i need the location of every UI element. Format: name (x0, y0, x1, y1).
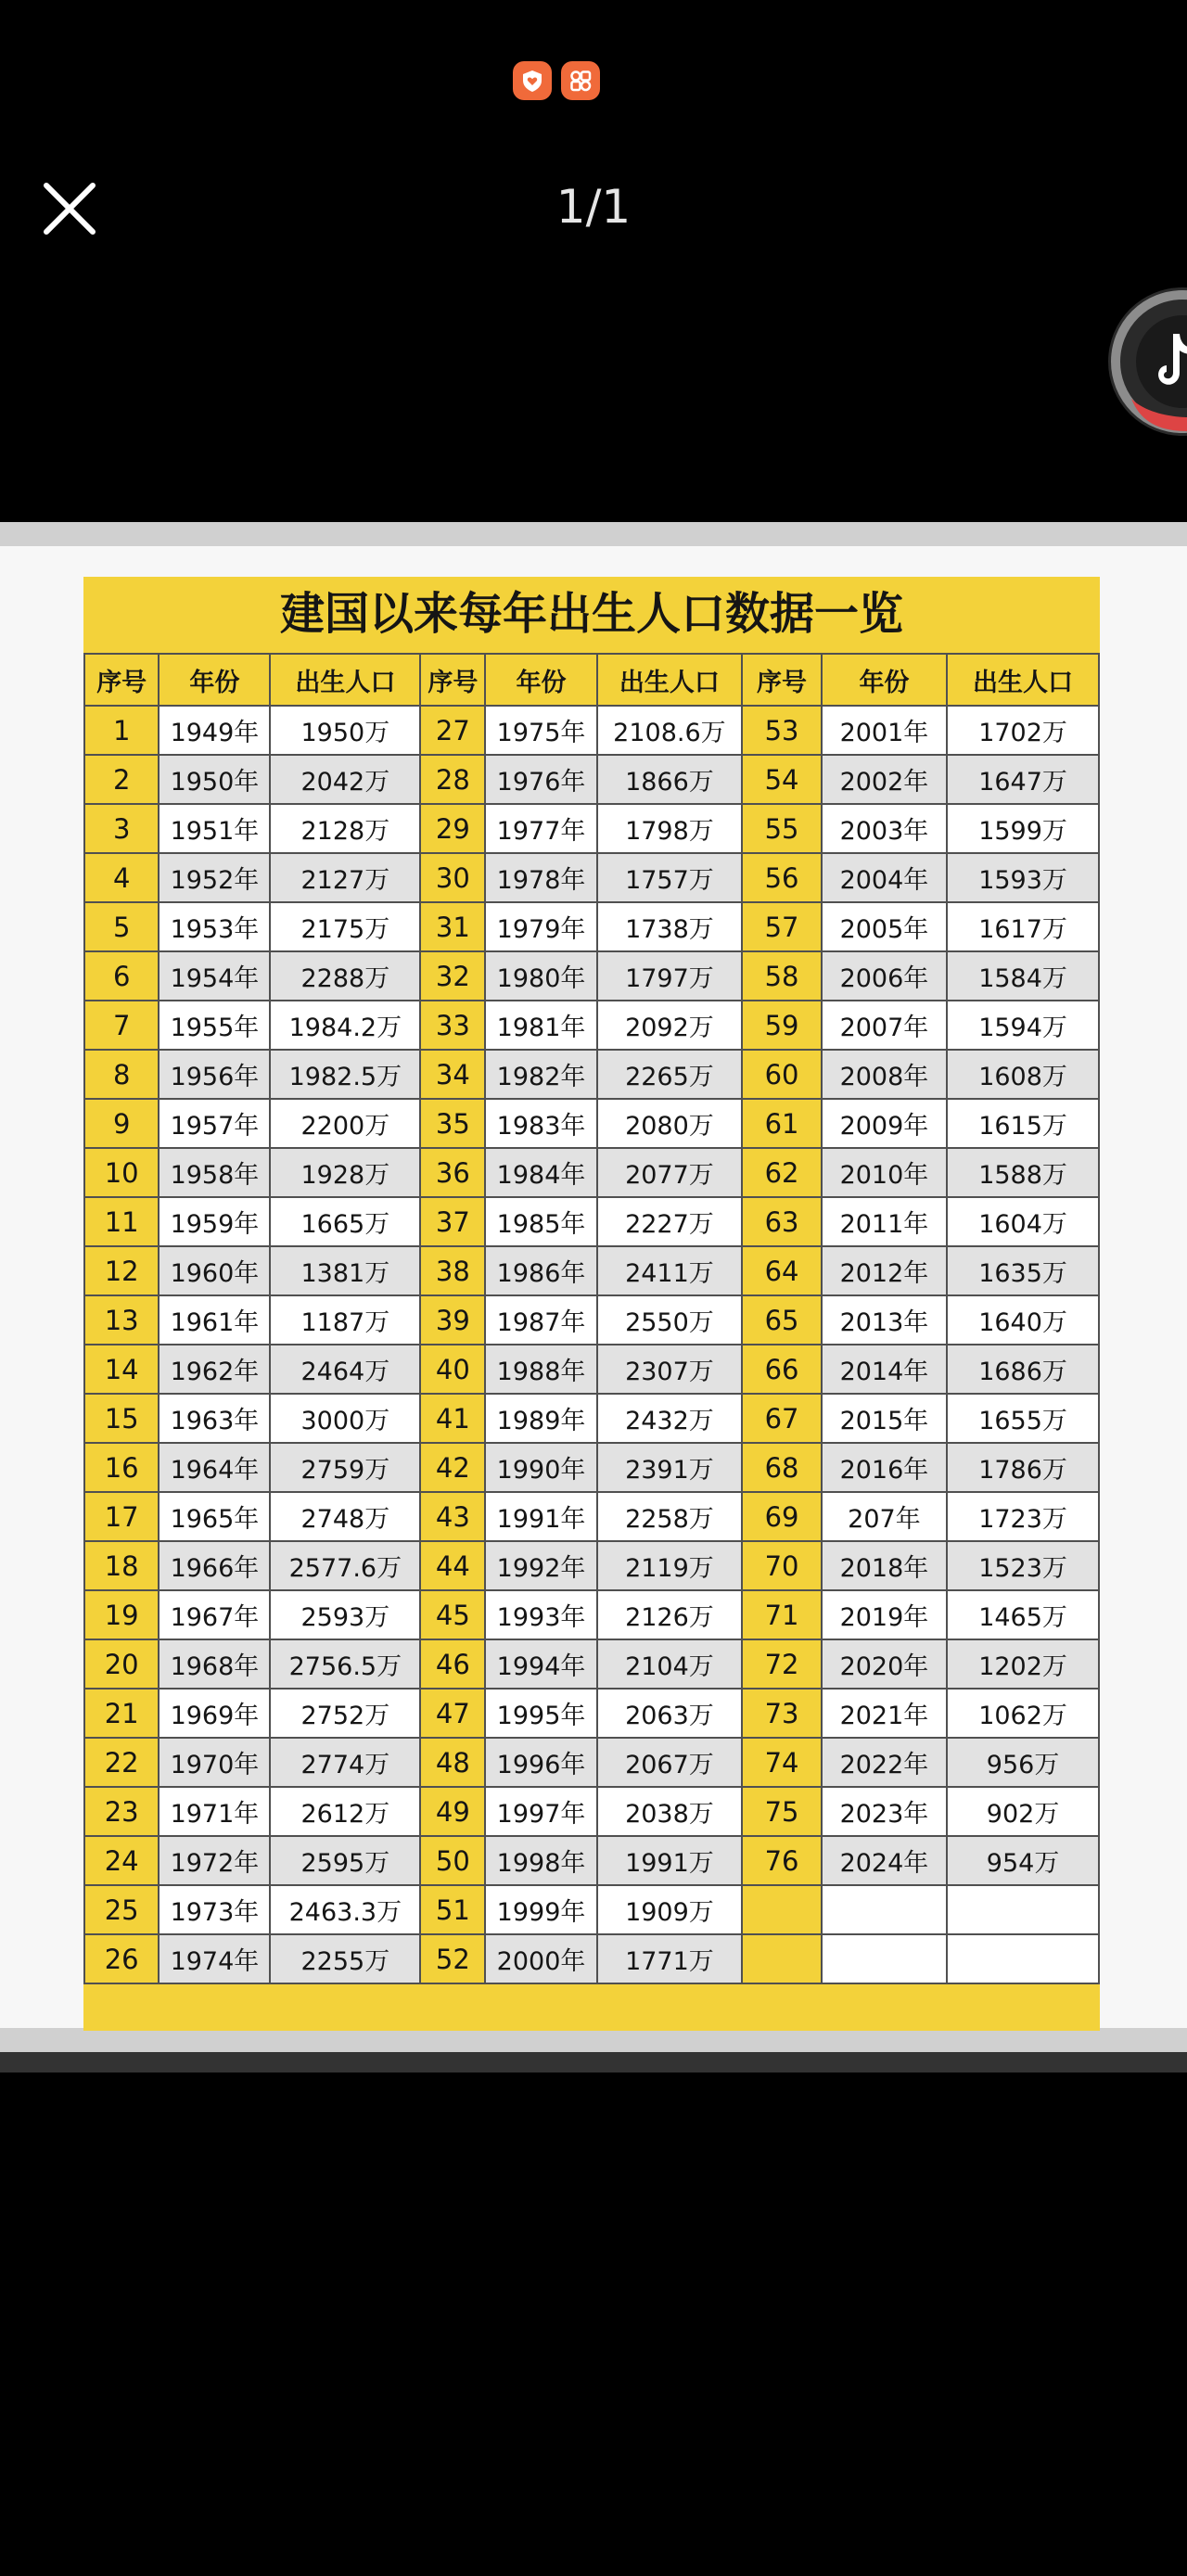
year-cell: 2010年 (822, 1148, 947, 1197)
table-row (84, 1345, 1099, 1394)
seq-cell: 69 (742, 1492, 821, 1541)
births-cell: 1984.2万 (270, 1001, 420, 1050)
seq-cell: 19 (84, 1590, 159, 1639)
births-cell: 1982.5万 (270, 1050, 420, 1099)
year-cell: 2023年 (822, 1787, 947, 1836)
seq-cell: 74 (742, 1738, 821, 1787)
table-row (84, 1050, 1099, 1099)
table-row (84, 1639, 1099, 1689)
year-cell: 1984年 (485, 1148, 596, 1197)
seq-cell: 35 (420, 1099, 485, 1148)
seq-cell: 22 (84, 1738, 159, 1787)
births-cell: 1771万 (597, 1934, 743, 1983)
births-cell: 2391万 (597, 1443, 743, 1492)
births-cell: 2595万 (270, 1836, 420, 1885)
table-row (84, 1246, 1099, 1295)
seq-cell: 49 (420, 1787, 485, 1836)
seq-cell: 64 (742, 1246, 821, 1295)
births-cell: 2127万 (270, 853, 420, 902)
births-cell: 1381万 (270, 1246, 420, 1295)
header-seq: 序号 (420, 654, 485, 706)
header-births: 出生人口 (597, 654, 743, 706)
births-cell: 2104万 (597, 1639, 743, 1689)
header-seq: 序号 (742, 654, 821, 706)
seq-cell: 52 (420, 1934, 485, 1983)
table-row (84, 1197, 1099, 1246)
year-cell: 2005年 (822, 902, 947, 951)
births-cell: 1588万 (947, 1148, 1099, 1197)
births-cell: 1909万 (597, 1885, 743, 1934)
header-year: 年份 (159, 654, 270, 706)
births-cell: 1655万 (947, 1394, 1099, 1443)
births-cell: 1608万 (947, 1050, 1099, 1099)
header-births: 出生人口 (270, 654, 420, 706)
seq-cell: 46 (420, 1639, 485, 1689)
apps-app-icon[interactable] (561, 61, 600, 100)
seq-cell: 38 (420, 1246, 485, 1295)
births-cell: 2550万 (597, 1295, 743, 1345)
seq-cell: 41 (420, 1394, 485, 1443)
table-row (84, 706, 1099, 755)
header-births: 出生人口 (947, 654, 1099, 706)
year-cell: 1989年 (485, 1394, 596, 1443)
year-cell: 1991年 (485, 1492, 596, 1541)
table-row (84, 1836, 1099, 1885)
year-cell: 1960年 (159, 1246, 270, 1295)
births-cell: 2126万 (597, 1590, 743, 1639)
year-cell: 2009年 (822, 1099, 947, 1148)
year-cell: 1971年 (159, 1787, 270, 1836)
year-cell: 1990年 (485, 1443, 596, 1492)
births-cell: 2108.6万 (597, 706, 743, 755)
year-cell: 2013年 (822, 1295, 947, 1345)
seq-cell: 3 (84, 804, 159, 853)
year-cell: 2002年 (822, 755, 947, 804)
seq-cell: 7 (84, 1001, 159, 1050)
year-cell: 1981年 (485, 1001, 596, 1050)
year-cell: 1951年 (159, 804, 270, 853)
seq-cell: 25 (84, 1885, 159, 1934)
births-cell: 1617万 (947, 902, 1099, 951)
seq-cell: 51 (420, 1885, 485, 1934)
seq-cell: 24 (84, 1836, 159, 1885)
birth-table (83, 653, 1100, 1984)
year-cell: 1994年 (485, 1639, 596, 1689)
year-cell: 1978年 (485, 853, 596, 902)
seq-cell: 14 (84, 1345, 159, 1394)
seq-cell: 72 (742, 1639, 821, 1689)
seq-cell: 28 (420, 755, 485, 804)
year-cell: 1977年 (485, 804, 596, 853)
births-cell: 3000万 (270, 1394, 420, 1443)
seq-cell: 60 (742, 1050, 821, 1099)
year-cell: 1953年 (159, 902, 270, 951)
year-cell: 2015年 (822, 1394, 947, 1443)
close-icon (37, 176, 102, 241)
year-cell: 1998年 (485, 1836, 596, 1885)
births-cell: 2128万 (270, 804, 420, 853)
births-cell: 2042万 (270, 755, 420, 804)
seq-cell: 40 (420, 1345, 485, 1394)
seq-cell: 48 (420, 1738, 485, 1787)
table-row (84, 804, 1099, 853)
year-cell: 2000年 (485, 1934, 596, 1983)
year-cell: 2016年 (822, 1443, 947, 1492)
year-cell: 2011年 (822, 1197, 947, 1246)
seq-cell: 53 (742, 706, 821, 755)
year-cell: 1970年 (159, 1738, 270, 1787)
year-cell: 2001年 (822, 706, 947, 755)
seq-cell: 13 (84, 1295, 159, 1345)
year-cell: 1959年 (159, 1197, 270, 1246)
seq-cell: 23 (84, 1787, 159, 1836)
year-cell: 1980年 (485, 951, 596, 1001)
viewer-bottom-bar (0, 2052, 1187, 2072)
year-cell: 2007年 (822, 1001, 947, 1050)
birth-data-sheet (83, 577, 1100, 2031)
year-cell (822, 1885, 947, 1934)
year-cell: 1950年 (159, 755, 270, 804)
seq-cell: 31 (420, 902, 485, 951)
seq-cell: 32 (420, 951, 485, 1001)
favorite-app-icon[interactable] (513, 61, 552, 100)
births-cell: 2752万 (270, 1689, 420, 1738)
seq-cell: 57 (742, 902, 821, 951)
births-cell: 2077万 (597, 1148, 743, 1197)
births-cell: 1723万 (947, 1492, 1099, 1541)
seq-cell: 70 (742, 1541, 821, 1590)
seq-cell: 44 (420, 1541, 485, 1590)
births-cell (947, 1934, 1099, 1983)
year-cell: 1964年 (159, 1443, 270, 1492)
year-cell (822, 1934, 947, 1983)
year-cell: 1996年 (485, 1738, 596, 1787)
floating-logo[interactable] (1104, 278, 1187, 445)
births-cell: 1187万 (270, 1295, 420, 1345)
births-cell: 2464万 (270, 1345, 420, 1394)
table-row (84, 1590, 1099, 1639)
year-cell: 1963年 (159, 1394, 270, 1443)
year-cell: 1966年 (159, 1541, 270, 1590)
seq-cell: 21 (84, 1689, 159, 1738)
table-header-row (84, 654, 1099, 706)
year-cell: 1972年 (159, 1836, 270, 1885)
seq-cell: 16 (84, 1443, 159, 1492)
table-row (84, 1099, 1099, 1148)
seq-cell: 59 (742, 1001, 821, 1050)
year-cell: 1962年 (159, 1345, 270, 1394)
seq-cell: 43 (420, 1492, 485, 1541)
seq-cell: 1 (84, 706, 159, 755)
seq-cell: 37 (420, 1197, 485, 1246)
seq-cell: 29 (420, 804, 485, 853)
births-cell: 2119万 (597, 1541, 743, 1590)
year-cell: 1987年 (485, 1295, 596, 1345)
table-row (84, 1394, 1099, 1443)
table-row (84, 1689, 1099, 1738)
seq-cell: 76 (742, 1836, 821, 1885)
seq-cell: 42 (420, 1443, 485, 1492)
seq-cell: 45 (420, 1590, 485, 1639)
births-cell: 1465万 (947, 1590, 1099, 1639)
births-cell: 1635万 (947, 1246, 1099, 1295)
seq-cell: 10 (84, 1148, 159, 1197)
births-cell: 2593万 (270, 1590, 420, 1639)
births-cell: 1686万 (947, 1345, 1099, 1394)
header-year: 年份 (485, 654, 596, 706)
year-cell: 1955年 (159, 1001, 270, 1050)
births-cell: 2759万 (270, 1443, 420, 1492)
year-cell: 1995年 (485, 1689, 596, 1738)
seq-cell (742, 1885, 821, 1934)
births-cell: 2307万 (597, 1345, 743, 1394)
seq-cell: 73 (742, 1689, 821, 1738)
seq-cell: 61 (742, 1099, 821, 1148)
table-row (84, 951, 1099, 1001)
births-cell: 1665万 (270, 1197, 420, 1246)
births-cell: 1647万 (947, 755, 1099, 804)
births-cell: 1062万 (947, 1689, 1099, 1738)
births-cell: 1202万 (947, 1639, 1099, 1689)
table-row (84, 1934, 1099, 1983)
births-cell: 1738万 (597, 902, 743, 951)
births-cell: 2200万 (270, 1099, 420, 1148)
year-cell: 1985年 (485, 1197, 596, 1246)
seq-cell: 56 (742, 853, 821, 902)
year-cell: 1957年 (159, 1099, 270, 1148)
year-cell: 1992年 (485, 1541, 596, 1590)
table-row (84, 1738, 1099, 1787)
seq-cell: 12 (84, 1246, 159, 1295)
births-cell (947, 1885, 1099, 1934)
births-cell: 2463.3万 (270, 1885, 420, 1934)
year-cell: 1986年 (485, 1246, 596, 1295)
births-cell: 2092万 (597, 1001, 743, 1050)
births-cell: 954万 (947, 1836, 1099, 1885)
births-cell: 1640万 (947, 1295, 1099, 1345)
year-cell: 1993年 (485, 1590, 596, 1639)
table-title: 建国以来每年出生人口数据一览 (279, 588, 903, 640)
year-cell: 2004年 (822, 853, 947, 902)
births-cell: 2432万 (597, 1394, 743, 1443)
births-cell: 2063万 (597, 1689, 743, 1738)
births-cell: 2748万 (270, 1492, 420, 1541)
table-row (84, 755, 1099, 804)
year-cell: 1974年 (159, 1934, 270, 1983)
seq-cell: 65 (742, 1295, 821, 1345)
grid-icon (568, 68, 594, 94)
seq-cell: 20 (84, 1639, 159, 1689)
year-cell: 1976年 (485, 755, 596, 804)
year-cell: 1983年 (485, 1099, 596, 1148)
births-cell: 902万 (947, 1787, 1099, 1836)
table-row (84, 1787, 1099, 1836)
header-year: 年份 (822, 654, 947, 706)
births-cell: 2255万 (270, 1934, 420, 1983)
year-cell: 1954年 (159, 951, 270, 1001)
births-cell: 1991万 (597, 1836, 743, 1885)
seq-cell: 34 (420, 1050, 485, 1099)
year-cell: 1999年 (485, 1885, 596, 1934)
seq-cell: 26 (84, 1934, 159, 1983)
year-cell: 1973年 (159, 1885, 270, 1934)
year-cell: 2022年 (822, 1738, 947, 1787)
seq-cell: 30 (420, 853, 485, 902)
heart-shield-icon (519, 68, 545, 94)
table-row (84, 1001, 1099, 1050)
year-cell: 1975年 (485, 706, 596, 755)
seq-cell: 54 (742, 755, 821, 804)
year-cell: 2008年 (822, 1050, 947, 1099)
year-cell: 1967年 (159, 1590, 270, 1639)
seq-cell: 67 (742, 1394, 821, 1443)
seq-cell: 47 (420, 1689, 485, 1738)
app-icons (513, 61, 600, 100)
table-row (84, 1443, 1099, 1492)
births-cell: 2265万 (597, 1050, 743, 1099)
births-cell: 1797万 (597, 951, 743, 1001)
table-row (84, 902, 1099, 951)
births-cell: 1798万 (597, 804, 743, 853)
seq-cell: 6 (84, 951, 159, 1001)
year-cell: 1969年 (159, 1689, 270, 1738)
year-cell: 1968年 (159, 1639, 270, 1689)
births-cell: 2080万 (597, 1099, 743, 1148)
image-view[interactable] (0, 522, 1187, 2052)
births-cell: 2612万 (270, 1787, 420, 1836)
seq-cell: 27 (420, 706, 485, 755)
births-cell: 2774万 (270, 1738, 420, 1787)
seq-cell: 17 (84, 1492, 159, 1541)
year-cell: 1952年 (159, 853, 270, 902)
births-cell: 2577.6万 (270, 1541, 420, 1590)
births-cell: 2038万 (597, 1787, 743, 1836)
table-row (84, 853, 1099, 902)
seq-cell (742, 1934, 821, 1983)
births-cell: 2067万 (597, 1738, 743, 1787)
seq-cell: 62 (742, 1148, 821, 1197)
seq-cell: 33 (420, 1001, 485, 1050)
births-cell: 2258万 (597, 1492, 743, 1541)
births-cell: 2288万 (270, 951, 420, 1001)
seq-cell: 4 (84, 853, 159, 902)
year-cell: 1961年 (159, 1295, 270, 1345)
births-cell: 2756.5万 (270, 1639, 420, 1689)
year-cell: 2020年 (822, 1639, 947, 1689)
seq-cell: 9 (84, 1099, 159, 1148)
year-cell: 2021年 (822, 1689, 947, 1738)
births-cell: 956万 (947, 1738, 1099, 1787)
year-cell: 2019年 (822, 1590, 947, 1639)
births-cell: 1593万 (947, 853, 1099, 902)
header-seq: 序号 (84, 654, 159, 706)
seq-cell: 5 (84, 902, 159, 951)
year-cell: 1988年 (485, 1345, 596, 1394)
seq-cell: 58 (742, 951, 821, 1001)
births-cell: 1604万 (947, 1197, 1099, 1246)
seq-cell: 75 (742, 1787, 821, 1836)
year-cell: 2014年 (822, 1345, 947, 1394)
seq-cell: 11 (84, 1197, 159, 1246)
table-row (84, 1541, 1099, 1590)
births-cell: 2411万 (597, 1246, 743, 1295)
births-cell: 1866万 (597, 755, 743, 804)
seq-cell: 63 (742, 1197, 821, 1246)
year-cell: 1997年 (485, 1787, 596, 1836)
births-cell: 2227万 (597, 1197, 743, 1246)
seq-cell: 68 (742, 1443, 821, 1492)
table-row (84, 1885, 1099, 1934)
births-cell: 1702万 (947, 706, 1099, 755)
year-cell: 2006年 (822, 951, 947, 1001)
births-cell: 1928万 (270, 1148, 420, 1197)
births-cell: 1950万 (270, 706, 420, 755)
births-cell: 1599万 (947, 804, 1099, 853)
seq-cell: 55 (742, 804, 821, 853)
seq-cell: 39 (420, 1295, 485, 1345)
year-cell: 2012年 (822, 1246, 947, 1295)
births-cell: 1786万 (947, 1443, 1099, 1492)
seq-cell: 71 (742, 1590, 821, 1639)
seq-cell: 18 (84, 1541, 159, 1590)
seq-cell: 15 (84, 1394, 159, 1443)
year-cell: 1949年 (159, 706, 270, 755)
births-cell: 1523万 (947, 1541, 1099, 1590)
births-cell: 1594万 (947, 1001, 1099, 1050)
year-cell: 1965年 (159, 1492, 270, 1541)
year-cell: 1956年 (159, 1050, 270, 1099)
births-cell: 2175万 (270, 902, 420, 951)
close-button[interactable] (37, 176, 102, 241)
seq-cell: 8 (84, 1050, 159, 1099)
seq-cell: 50 (420, 1836, 485, 1885)
year-cell: 2024年 (822, 1836, 947, 1885)
table-row (84, 1148, 1099, 1197)
year-cell: 207年 (822, 1492, 947, 1541)
year-cell: 2018年 (822, 1541, 947, 1590)
births-cell: 1584万 (947, 951, 1099, 1001)
year-cell: 1982年 (485, 1050, 596, 1099)
births-cell: 1757万 (597, 853, 743, 902)
image-counter: 1/1 (555, 180, 632, 234)
photo-content (0, 546, 1187, 2028)
seq-cell: 2 (84, 755, 159, 804)
year-cell: 1958年 (159, 1148, 270, 1197)
table-row (84, 1295, 1099, 1345)
year-cell: 2003年 (822, 804, 947, 853)
births-cell: 1615万 (947, 1099, 1099, 1148)
tiktok-logo-icon (1104, 278, 1187, 445)
seq-cell: 36 (420, 1148, 485, 1197)
table-row (84, 1492, 1099, 1541)
seq-cell: 66 (742, 1345, 821, 1394)
year-cell: 1979年 (485, 902, 596, 951)
